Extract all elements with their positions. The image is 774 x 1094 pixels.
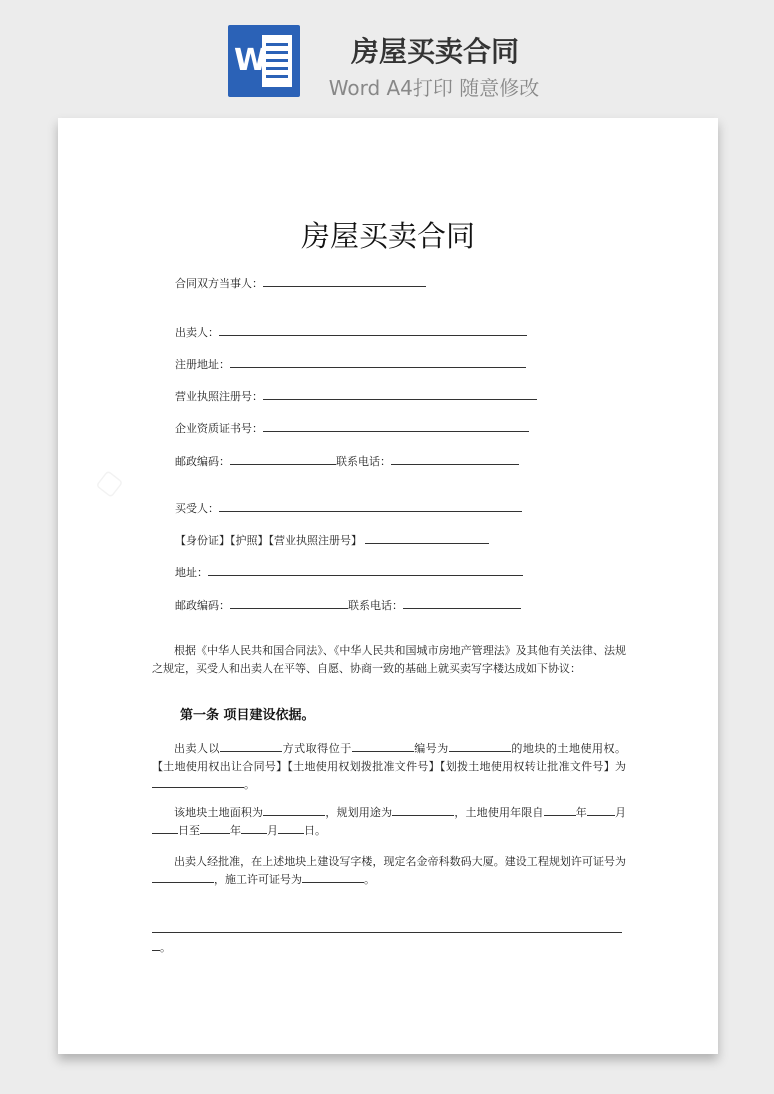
blank-start-month[interactable] — [587, 804, 615, 816]
buyer-id-blank[interactable] — [365, 532, 489, 544]
parties-row — [175, 275, 426, 291]
blank-construction-permit[interactable] — [302, 871, 364, 883]
buyer-address-row — [175, 564, 523, 580]
preamble-paragraph: 根据《中华人民共和国合同法》、《中华人民共和国城市房地产管理法》及其他有关法律、法规之规定，买受人和出卖人在平等、自愿、协商一致的基础上就买卖写字楼达成如下协议： — [152, 644, 626, 675]
blank-area[interactable] — [263, 804, 325, 816]
blank-planning-permit[interactable] — [152, 871, 214, 883]
buyer-name-row — [175, 500, 522, 516]
seller-postcode-blank[interactable] — [230, 453, 336, 465]
seller-phone-label: 联系电话： — [336, 455, 391, 468]
buyer-contact-row — [175, 597, 521, 613]
blank-start-year[interactable] — [544, 804, 576, 816]
seller-name-row — [175, 324, 527, 340]
seller-contact-row — [175, 453, 519, 469]
word-icon-letter: W — [234, 43, 268, 78]
paragraph-land-area: 该地块土地面积为 ，规划用途为 ，土地使用年限自 年 月日至 年 月 日。 — [152, 804, 626, 840]
buyer-id-row — [175, 532, 489, 548]
seller-postcode-label: 邮政编码： — [175, 455, 230, 468]
buyer-postcode-blank[interactable] — [230, 597, 348, 609]
header-title: 房屋买卖合同 — [350, 35, 519, 68]
seller-license-label: 营业执照注册号： — [175, 390, 263, 403]
blank-plot-number[interactable] — [449, 740, 511, 752]
document-title: 房屋买卖合同 — [300, 219, 475, 253]
paragraph-blank-line: 。 — [152, 921, 626, 957]
document-page — [58, 118, 718, 1054]
buyer-postcode-label: 邮政编码： — [175, 599, 230, 612]
buyer-name-blank[interactable] — [219, 500, 522, 512]
blank-location[interactable] — [352, 740, 414, 752]
seller-name-label: 出卖人： — [175, 326, 219, 339]
header — [0, 0, 774, 110]
blank-contract-number[interactable] — [152, 776, 244, 788]
blank-full-line[interactable] — [152, 921, 622, 933]
blank-end-month[interactable] — [241, 822, 267, 834]
seller-qualification-row — [175, 420, 529, 436]
header-subtitle: Word A4打印 随意修改 — [328, 76, 540, 100]
blank-end-day[interactable] — [278, 822, 304, 834]
watermark-decoration: ▢ — [91, 463, 130, 503]
seller-license-row — [175, 388, 537, 404]
seller-qualification-label: 企业资质证书号： — [175, 422, 263, 435]
seller-phone-blank[interactable] — [391, 453, 519, 465]
parties-blank[interactable] — [263, 275, 426, 287]
paragraph-land-right: 出卖人以 方式取得位于 编号为 的地块的土地使用权。【土地使用权出让合同号】【土地使用权划拨批准文件号】【划拨土地使用权转让批准文件号】为。 — [152, 742, 627, 791]
buyer-address-label: 地址： — [175, 566, 208, 579]
buyer-phone-blank[interactable] — [403, 597, 521, 609]
blank-acquire-method[interactable] — [220, 740, 282, 752]
paragraph-permits: 出卖人经批准，在上述地块上建设写字楼，现定名金帝科数码大厦。建设工程规划许可证号为，施工许可证号为 。 — [152, 853, 626, 889]
blank-line-end[interactable] — [152, 939, 160, 951]
seller-qualification-blank[interactable] — [263, 420, 529, 432]
article-1-title: 第一条 项目建设依据。 — [180, 708, 315, 723]
seller-address-row — [175, 356, 526, 372]
buyer-name-label: 买受人： — [175, 502, 219, 515]
seller-address-blank[interactable] — [230, 356, 526, 368]
buyer-address-blank[interactable] — [208, 564, 523, 576]
blank-usage[interactable] — [392, 804, 454, 816]
blank-start-day[interactable] — [152, 822, 178, 834]
buyer-id-label: 【身份证】【护照】【营业执照注册号】 — [175, 534, 362, 547]
blank-end-year[interactable] — [200, 822, 230, 834]
parties-label: 合同双方当事人： — [175, 277, 263, 290]
seller-address-label: 注册地址： — [175, 358, 230, 371]
seller-license-blank[interactable] — [263, 388, 537, 400]
word-document-icon — [228, 25, 300, 97]
buyer-phone-label: 联系电话： — [348, 599, 403, 612]
seller-name-blank[interactable] — [219, 324, 527, 336]
